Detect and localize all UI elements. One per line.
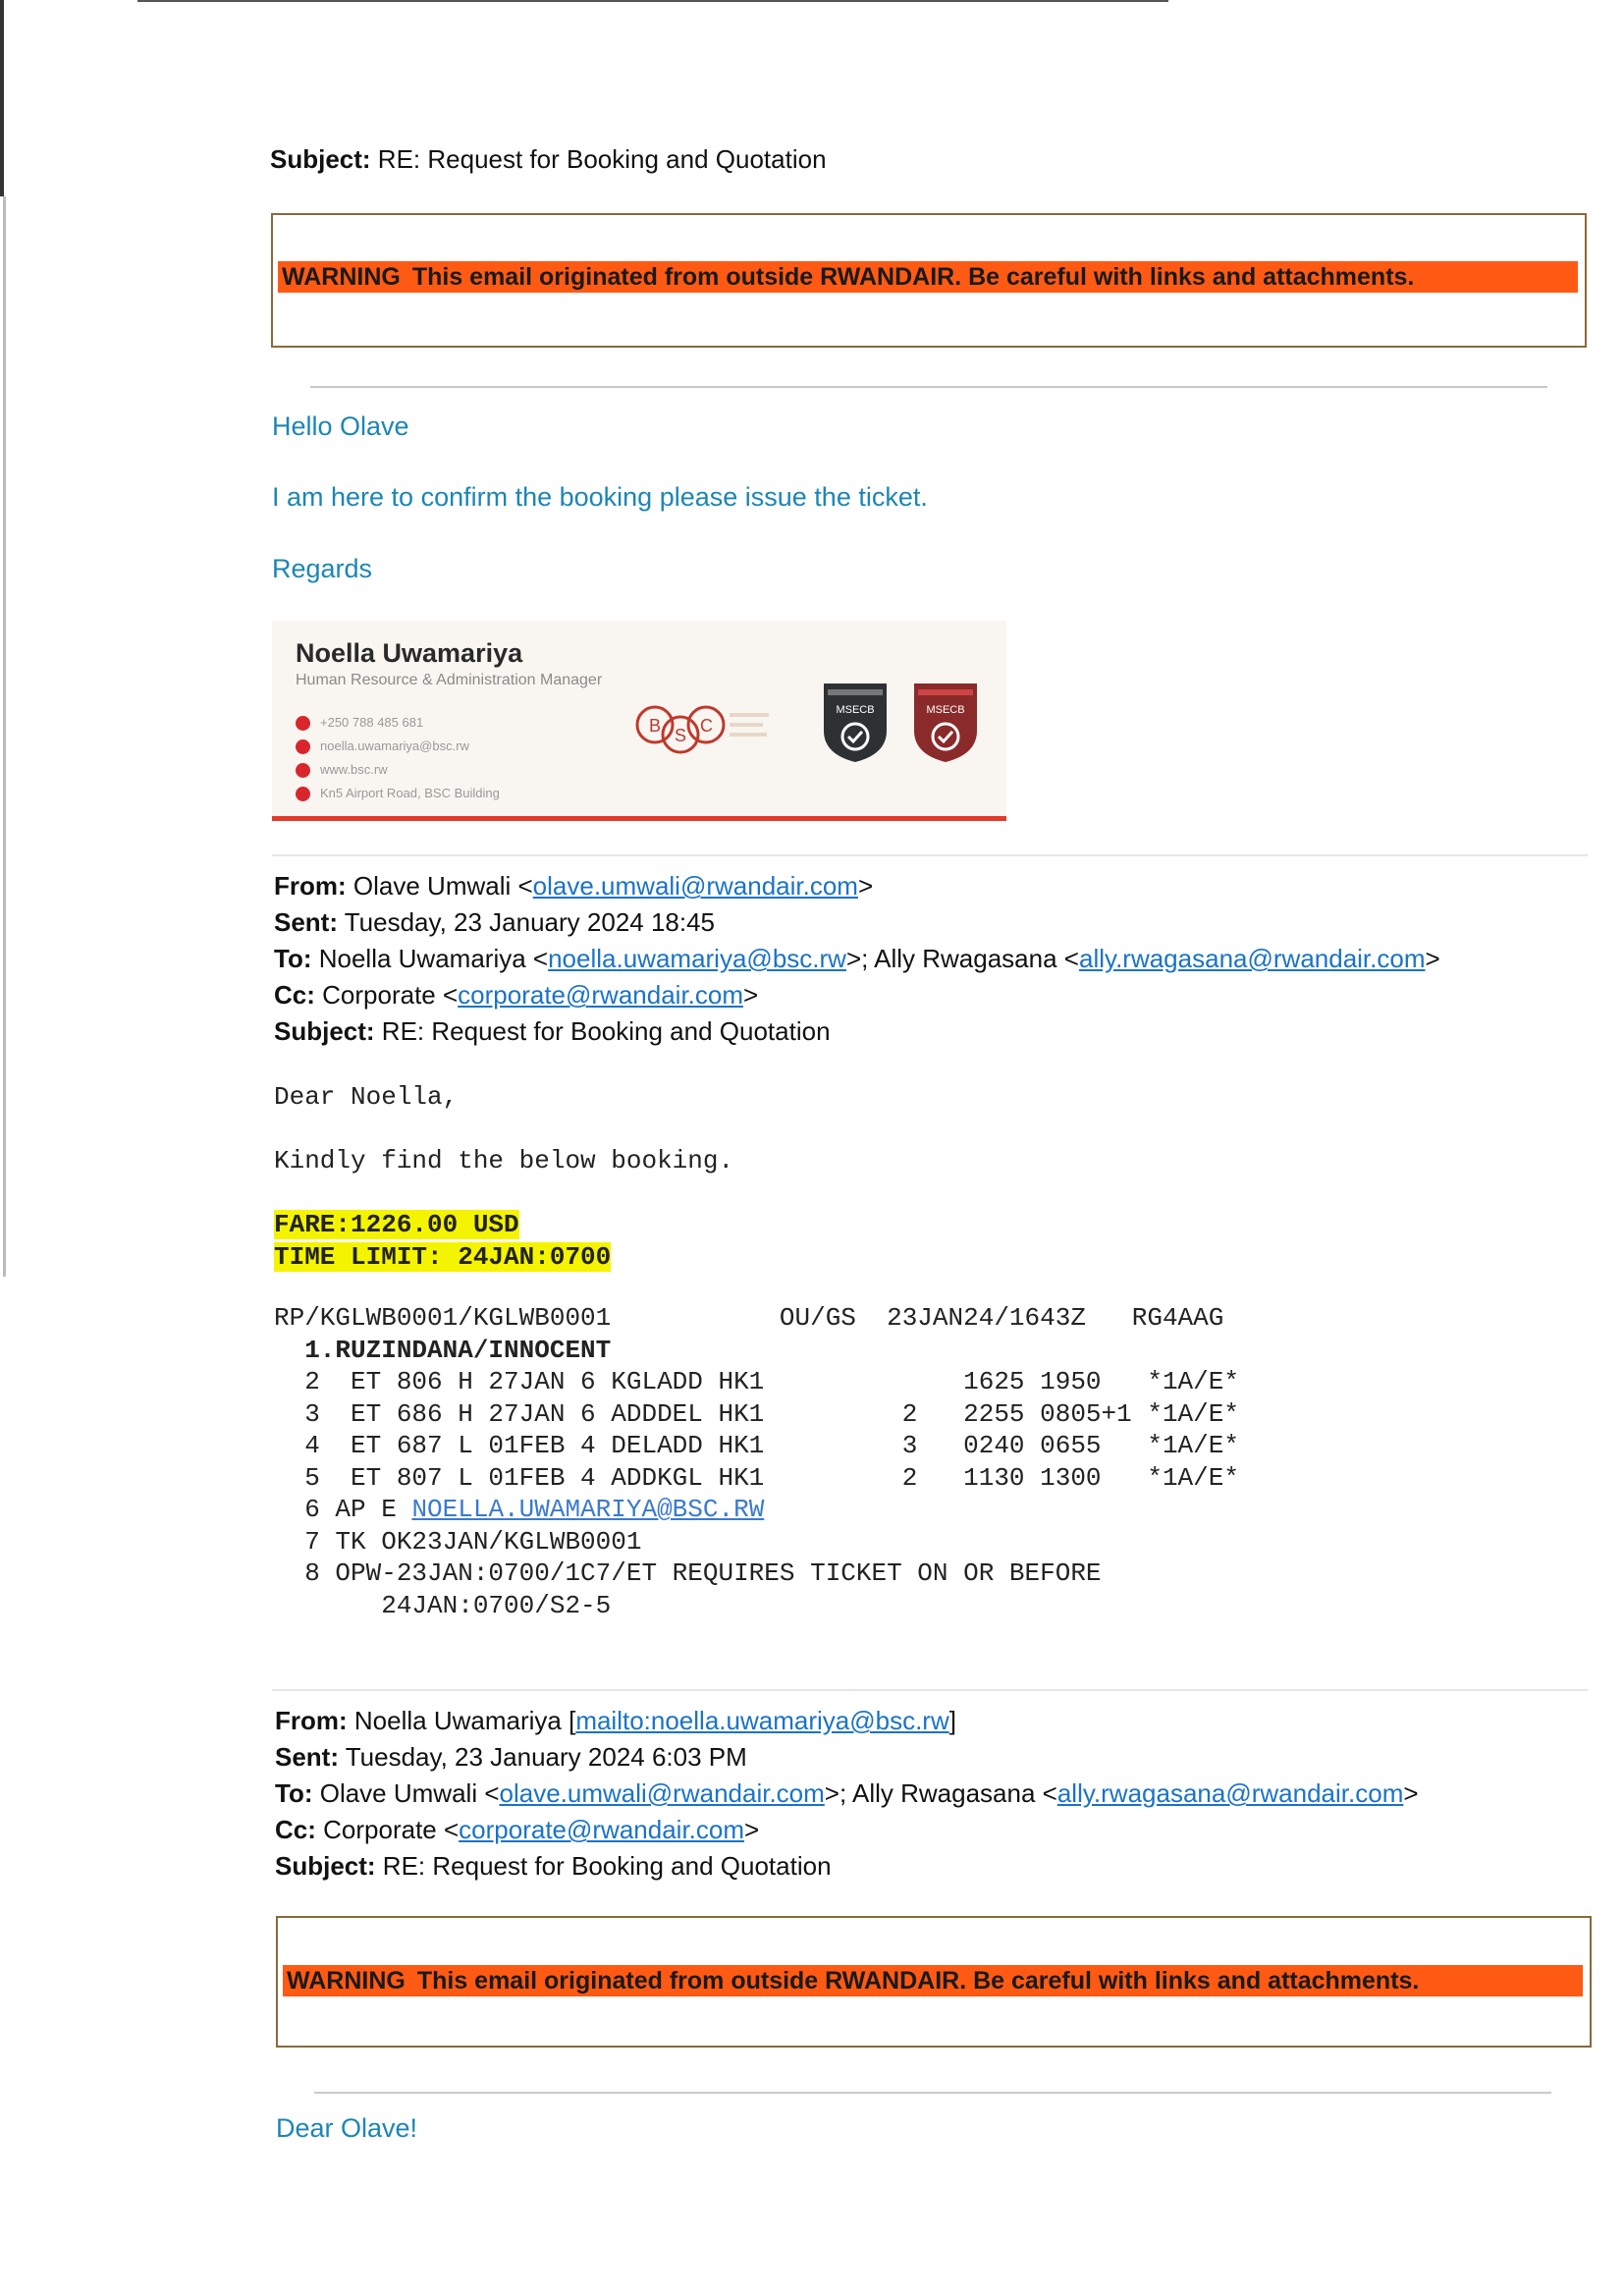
scan-left-edge	[0, 0, 4, 196]
signature-name: Noella Uwamariya	[296, 638, 523, 668]
time-limit: TIME LIMIT: 24JAN:0700	[274, 1241, 612, 1272]
warning-text: This email originated from outside RWANDAIR. Be careful with links and attachments.	[411, 263, 1415, 291]
to-email-link[interactable]: ally.rwagasana@rwandair.com	[1078, 944, 1426, 973]
signature-email: noella.uwamariya@bsc.rw	[296, 738, 469, 754]
svg-text:S: S	[675, 726, 687, 745]
divider	[314, 2092, 1551, 2094]
warning-banner	[278, 261, 1578, 293]
signature-role: Human Resource & Administration Manager	[296, 672, 603, 688]
flight-segment: 5 ET 807 L 01FEB 4 ADDKGL HK1 2 1130 1300 *1A/E*	[274, 1462, 1239, 1493]
reply-closing: Regards	[272, 554, 373, 583]
location-icon	[296, 787, 310, 801]
email-header-2	[275, 1703, 1419, 1885]
warning-box	[276, 1916, 1592, 2048]
divider	[272, 854, 1588, 856]
email-icon	[296, 739, 310, 754]
signature-address: Kn5 Airport Road, BSC Building	[296, 786, 500, 801]
warning-text: This email originated from outside RWANDAIR. Be careful with links and attachments.	[416, 1967, 1420, 1995]
signature-web: www.bsc.rw	[296, 762, 388, 778]
msecb-certification-icon	[910, 680, 981, 764]
from-line: From: Olave Umwali <olave.umwali@rwandair.com>	[274, 871, 874, 901]
sent-line: Sent: Tuesday, 23 January 2024 6:03 PM	[275, 1742, 747, 1772]
to-email-link[interactable]: olave.umwali@rwandair.com	[499, 1778, 825, 1808]
msecb-certification-icon	[820, 680, 891, 764]
subject-label: Subject:	[270, 144, 371, 174]
reply-body: I am here to confirm the booking please issue the ticket.	[272, 482, 928, 512]
warning-banner	[283, 1965, 1583, 1996]
salutation: Dear Noella,	[274, 1082, 459, 1112]
reply-greeting: Hello Olave	[272, 411, 409, 441]
to-email-link[interactable]: ally.rwagasana@rwandair.com	[1056, 1778, 1404, 1808]
passenger-name: 1.RUZINDANA/INNOCENT	[274, 1335, 612, 1365]
tk-element: 7 TK OK23JAN/KGLWB0001	[274, 1526, 642, 1557]
booking-intro: Kindly find the below booking.	[274, 1146, 734, 1175]
fare-block	[274, 1209, 611, 1273]
divider	[310, 386, 1547, 388]
to-line: To: Olave Umwali <olave.umwali@rwandair.com>; Ally Rwagasana <ally.rwagasana@rwandair.com>	[275, 1778, 1419, 1808]
to-line: To: Noella Uwamariya <noella.uwamariya@bsc.rw>; Ally Rwagasana <ally.rwagasana@rwandair.com>	[274, 944, 1440, 973]
phone-icon	[296, 716, 310, 731]
from-email-link[interactable]: olave.umwali@rwandair.com	[532, 871, 858, 901]
warning-box	[271, 213, 1587, 348]
subject-line: Subject: RE: Request for Booking and Quotation	[275, 1851, 832, 1881]
sent-line: Sent: Tuesday, 23 January 2024 18:45	[274, 907, 716, 937]
subject-line: Subject: RE: Request for Booking and Quotation	[274, 1016, 831, 1046]
warning-tag: WARNING	[287, 1967, 406, 1995]
fare-amount: FARE:1226.00 USD	[274, 1210, 519, 1239]
cc-line: Cc: Corporate <corporate@rwandair.com>	[274, 980, 759, 1010]
bsc-logo	[635, 691, 773, 760]
top-subject-line	[270, 141, 827, 178]
svg-text:C: C	[700, 716, 713, 736]
subject-value: RE: Request for Booking and Quotation	[370, 144, 827, 174]
flight-segment: 4 ET 687 L 01FEB 4 DELADD HK1 3 0240 0655 *1A/E*	[274, 1431, 1239, 1460]
reply-greeting: Dear Olave!	[276, 2113, 418, 2143]
svg-text:MSECB: MSECB	[836, 704, 875, 716]
scan-top-edge	[137, 0, 1168, 2]
cc-email-link[interactable]: corporate@rwandair.com	[459, 1815, 745, 1844]
divider	[272, 1689, 1588, 1691]
signature-phone: +250 788 485 681	[296, 715, 423, 731]
email-header-1	[274, 868, 1440, 1050]
cc-email-link[interactable]: corporate@rwandair.com	[458, 980, 744, 1010]
svg-text:B: B	[649, 716, 662, 736]
pnr-block	[274, 1302, 1239, 1621]
from-line: From: Noella Uwamariya [mailto:noella.uwamariya@bsc.rw]	[275, 1706, 956, 1735]
flight-segment: 2 ET 806 H 27JAN 6 KGLADD HK1 1625 1950 *1A/E*	[274, 1367, 1239, 1396]
ap-email-link[interactable]: NOELLA.UWAMARIYA@BSC.RW	[411, 1495, 765, 1524]
email-signature	[272, 621, 1006, 821]
warning-tag: WARNING	[282, 263, 401, 291]
opw-element: 8 OPW-23JAN:0700/1C7/ET REQUIRES TICKET ON OR BEFORE	[274, 1558, 1102, 1588]
opw-element-cont: 24JAN:0700/S2-5	[274, 1590, 612, 1620]
to-email-link[interactable]: noella.uwamariya@bsc.rw	[548, 944, 846, 973]
globe-icon	[296, 763, 310, 778]
scan-left-edge-shadow	[3, 196, 6, 1277]
ap-element: 6 AP E NOELLA.UWAMARIYA@BSC.RW	[274, 1495, 765, 1524]
pnr-header: RP/KGLWB0001/KGLWB0001 OU/GS 23JAN24/1643Z RG4AAG	[274, 1303, 1224, 1333]
from-email-link[interactable]: mailto:noella.uwamariya@bsc.rw	[575, 1706, 949, 1735]
signature-accent-line	[272, 816, 1006, 821]
cc-line: Cc: Corporate <corporate@rwandair.com>	[275, 1815, 760, 1844]
svg-text:MSECB: MSECB	[926, 704, 965, 716]
flight-segment: 3 ET 686 H 27JAN 6 ADDDEL HK1 2 2255 0805+1 *1A/E*	[274, 1398, 1239, 1429]
